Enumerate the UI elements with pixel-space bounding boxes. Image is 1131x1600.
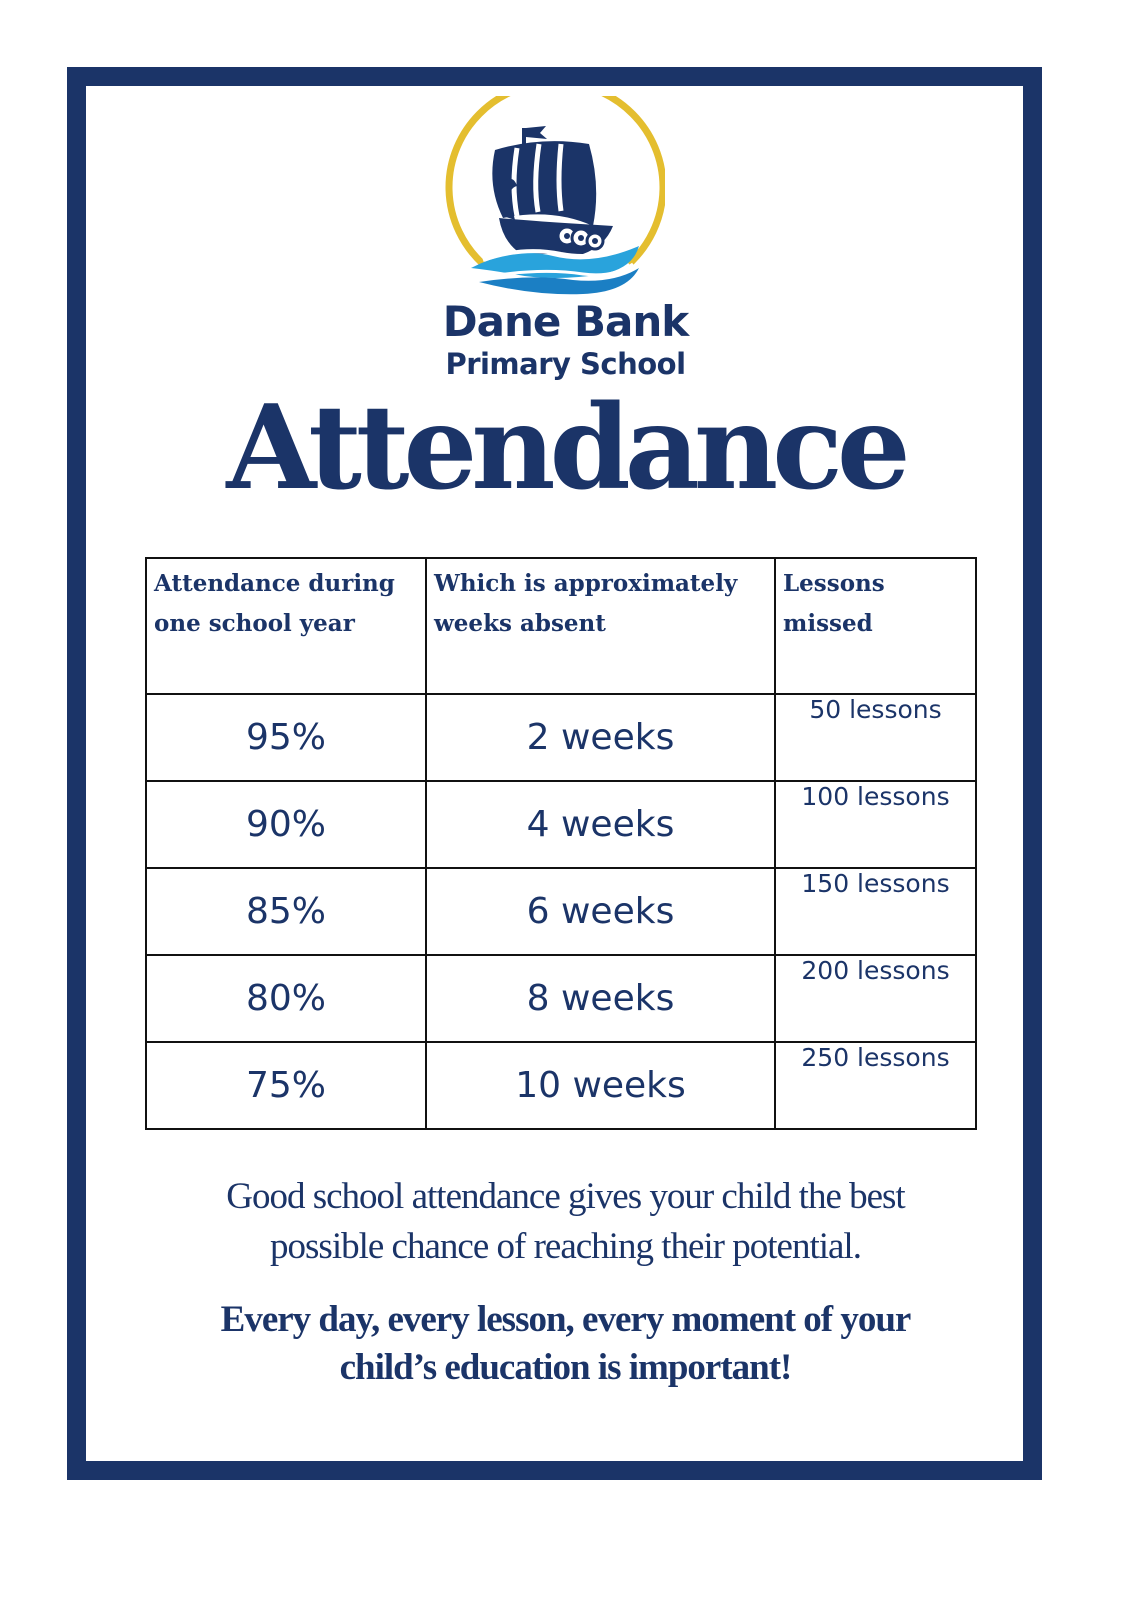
weeks-absent: 10 weeks: [426, 1042, 775, 1129]
table-row: [146, 781, 976, 868]
header-weeks-absent: Which is approximately weeks absent: [426, 558, 775, 694]
lessons-missed: 150 lessons: [775, 868, 976, 955]
attendance-percent: 75%: [146, 1042, 426, 1129]
page-title: Attendance: [226, 380, 905, 516]
table-row: [146, 1042, 976, 1129]
weeks-absent: 2 weeks: [426, 694, 775, 781]
attendance-percent: 85%: [146, 868, 426, 955]
table-row: [146, 955, 976, 1042]
emphasis-line: Every day, every lesson, every moment of your: [220, 1299, 911, 1340]
header-lessons-missed: Lessons missed: [775, 558, 976, 694]
table-row: [146, 868, 976, 955]
attendance-message: [0, 1172, 1131, 1272]
lessons-missed: 200 lessons: [775, 955, 976, 1042]
viking-ship-logo-icon: [443, 96, 665, 296]
table-row: [146, 694, 976, 781]
weeks-absent: 4 weeks: [426, 781, 775, 868]
attendance-percent: 80%: [146, 955, 426, 1042]
emphasis-line: child’s education is important!: [339, 1347, 792, 1388]
header-attendance: Attendance during one school year: [146, 558, 426, 694]
lessons-missed: 250 lessons: [775, 1042, 976, 1129]
attendance-table: [145, 557, 977, 1130]
weeks-absent: 8 weeks: [426, 955, 775, 1042]
table-header-row: [146, 558, 976, 694]
attendance-percent: 90%: [146, 781, 426, 868]
emphasis-message: [0, 1296, 1131, 1392]
lessons-missed: 100 lessons: [775, 781, 976, 868]
attendance-percent: 95%: [146, 694, 426, 781]
school-type: Primary School: [445, 347, 686, 381]
school-name: Dane Bank: [442, 297, 689, 346]
lessons-missed: 50 lessons: [775, 694, 976, 781]
message-line: Good school attendance gives your child the best: [226, 1176, 905, 1217]
weeks-absent: 6 weeks: [426, 868, 775, 955]
message-line: possible chance of reaching their potential.: [270, 1226, 861, 1267]
